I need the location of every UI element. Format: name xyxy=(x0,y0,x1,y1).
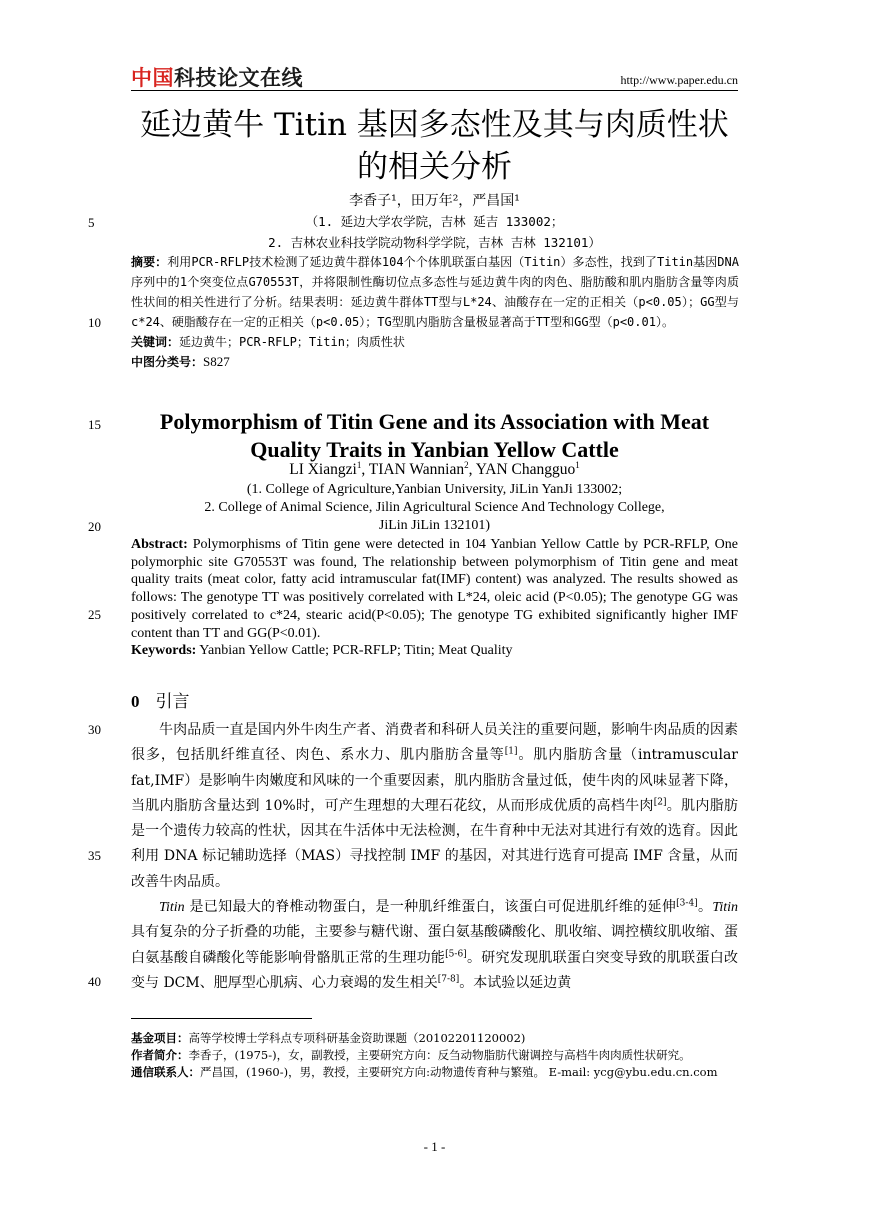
clc-label: 中图分类号： xyxy=(131,355,204,369)
logo-part-black: 科技论文在线 xyxy=(174,66,303,90)
abstract-en-label: Abstract: xyxy=(131,537,188,552)
author-en-1-aff: 1 xyxy=(356,459,362,470)
body-p2-d: 。研究发现肌联蛋白突变导致的肌联蛋白改变与 DCM、肥厚型心肌病、心力衰竭的发生相关 xyxy=(131,949,739,991)
clc-number xyxy=(131,352,739,372)
title-en xyxy=(131,408,738,464)
line-number: 15 xyxy=(88,417,101,432)
footnote-divider xyxy=(131,1018,312,1019)
line-number: 20 xyxy=(88,519,101,534)
citation-7-8[interactable]: [7-8] xyxy=(437,974,460,985)
body-p2-e: 。本试验以延边黄 xyxy=(459,974,572,991)
keywords-cn xyxy=(131,332,739,352)
header-url[interactable]: http://www.paper.edu.cn xyxy=(620,73,738,87)
keywords-cn-text: 延边黄牛；PCR-RFLP；Titin；肉质性状 xyxy=(179,335,405,349)
author-en-3-aff: 1 xyxy=(575,459,580,470)
citation-2[interactable]: [2] xyxy=(653,797,667,808)
footnote-contact xyxy=(131,1064,738,1081)
author-en-2: , TIAN Wannian xyxy=(361,461,465,478)
title-cn xyxy=(131,104,738,188)
clc-text: S827 xyxy=(203,354,230,369)
abstract-cn-label: 摘要： xyxy=(131,255,168,269)
author-text: 李香子，(1975-)，女，副教授，主要研究方向：反刍动物脂肪代谢调控与高档牛肉肉质性状研究。 xyxy=(188,1048,691,1062)
title-cn-line-2: 的相关分析 xyxy=(357,149,512,185)
footnote-author xyxy=(131,1047,738,1064)
citation-5-6[interactable]: [5-6] xyxy=(445,949,467,960)
authors-cn: 李香子¹，田万年²，严昌国¹ xyxy=(349,193,520,209)
section-title: 引言 xyxy=(155,692,190,712)
affiliation-cn-1: （1. 延边大学农学院，吉林 延吉 133002； xyxy=(305,214,564,229)
line-number: 35 xyxy=(88,848,101,863)
affiliation-cn-2: 2. 吉林农业科技学院动物科学学院，吉林 吉林 132101） xyxy=(268,235,601,250)
body-p1-b: 。肌内脂肪含量（intramuscular fat,IMF）是影响牛肉嫩度和风味的一个重要因素，肌内脂肪含量过低，使牛肉的风味显著下降，当肌内脂肪含量达到 10%时，可产生理想的大理石花纹，从而形成优质的高档牛肉 xyxy=(131,747,738,814)
contact-text: 严昌国，(1960-)，男，教授，主要研究方向:动物遗传育种与繁殖。 E-mail: ycg@ybu.edu.cn.com xyxy=(200,1065,718,1079)
authors-en xyxy=(131,461,738,479)
keywords-en xyxy=(131,642,738,660)
logo-part-red: 中国 xyxy=(131,66,174,90)
citation-3-4[interactable]: [3-4] xyxy=(676,898,698,909)
body-paragraph-2 xyxy=(131,895,738,996)
titin-term: Titin xyxy=(712,900,739,916)
body-p1-a: 牛肉品质一直是国内外牛肉生产者、消费者和科研人员关注的重要问题，影响牛肉品质的因素很多，包括肌纤维直径、肉色、系水力、肌内脂肪含量等 xyxy=(131,722,738,764)
keywords-en-label: Keywords: xyxy=(131,643,197,659)
fund-text: 高等学校博士学科点专项科研基金资助课题（20102201120002) xyxy=(188,1031,526,1045)
footnotes xyxy=(131,1030,738,1081)
body-p1-c: 。肌内脂肪是一个遗传力较高的性状，因其在牛活体中无法检测，在牛育种中无法对其进行有效的选育。因此利用 DNA 标记辅助选择（MAS）寻找控制 IMF 的基因，对其进行选育可提高 IMF 含量，从而改善牛肉品质。 xyxy=(131,797,738,890)
keywords-en-text: Yanbian Yellow Cattle; PCR-RFLP; Titin; Meat Quality xyxy=(196,643,513,659)
keywords-cn-label: 关键词： xyxy=(131,335,180,349)
body-p2-c: 具有复杂的分子折叠的功能，主要参与糖代谢、蛋白氨基酸磷酸化、肌收缩、调控横纹肌收缩、蛋白氨基酸自磷酸化等能影响骨骼肌正常的生理功能 xyxy=(131,924,738,966)
line-number: 10 xyxy=(88,315,101,330)
body-p2-b: 。 xyxy=(697,899,713,916)
title-en-line-2: Quality Traits in Yanbian Yellow Cattle xyxy=(250,437,619,462)
affiliation-en-3: JiLin JiLin 132101) xyxy=(378,518,491,533)
line-number: 40 xyxy=(88,974,101,989)
citation-1[interactable]: [1] xyxy=(504,746,518,757)
author-label: 作者简介： xyxy=(131,1048,189,1062)
author-en-1: LI Xiangzi xyxy=(289,461,357,478)
line-number: 5 xyxy=(88,215,95,230)
section-heading-intro xyxy=(131,687,190,712)
abstract-en-text: Polymorphisms of Titin gene were detected in 104 Yanbian Yellow Cattle by PCR-RFLP, One polymorphic site G70553T was found, The relationship between polymorphism of Titin gene and meat quality traits (meat color, fatty acid intramuscular fat(IMF) content) was analyzed. The results showed as follows: The genotype TT was positively correlated with L*24, oleic acid (P<0.05); The genotype GG was positively correlated to c*24, stearic acid(P<0.05); The genotype TG exhibited significantly higher IMF content than TT and GG(P<0.01). xyxy=(131,537,738,641)
affiliation-en-2: 2. College of Animal Science, Jilin Agricultural Science And Technology College, xyxy=(204,500,665,515)
body-paragraph-1 xyxy=(131,718,738,895)
title-en-line-1: Polymorphism of Titin Gene and its Association with Meat xyxy=(159,409,710,434)
author-en-2-aff: 2 xyxy=(464,459,469,470)
line-number: 30 xyxy=(88,722,101,737)
section-number: 0 xyxy=(131,692,140,711)
titin-term: Titin xyxy=(159,900,185,916)
body-p2-a: 是已知最大的脊椎动物蛋白，是一种肌纤维蛋白，该蛋白可促进肌纤维的延伸 xyxy=(184,899,677,916)
footnote-fund xyxy=(131,1030,738,1047)
body-text xyxy=(131,718,738,996)
abstract-en xyxy=(131,536,738,660)
contact-label: 通信联系人： xyxy=(131,1065,200,1079)
affiliation-en-1: (1. College of Agriculture,Yanbian University, JiLin YanJi 133002; xyxy=(246,482,623,497)
title-cn-line-1: 延边黄牛 Titin 基因多态性及其与肉质性状 xyxy=(140,107,729,143)
author-en-3: , YAN Changguo xyxy=(468,461,576,478)
site-logo xyxy=(131,62,303,92)
fund-label: 基金项目： xyxy=(131,1031,189,1045)
abstract-cn xyxy=(131,252,739,372)
page-number: - 1 - xyxy=(423,1139,446,1154)
line-number: 25 xyxy=(88,607,101,622)
header-divider xyxy=(131,90,738,91)
abstract-cn-text: 利用PCR-RFLP技术检测了延边黄牛群体104个个体肌联蛋白基因（Titin）多态性，找到了Titin基因DNA序列中的1个突变位点G70553T，并将限制性酶切位点多态性与延边黄牛肉的肉色、脂肪酸和肌内脂肪含量等肉质性状间的相关性进行了分析。结果表明：延边黄牛群体TT型与L*24、油酸存在一定的正相关（p<0.05）；GG型与c*24、硬脂酸存在一定的正相关（p<0.05）；TG型肌内脂肪含量极显著高于TT型和GG型（p<0.01）。 xyxy=(131,255,739,329)
